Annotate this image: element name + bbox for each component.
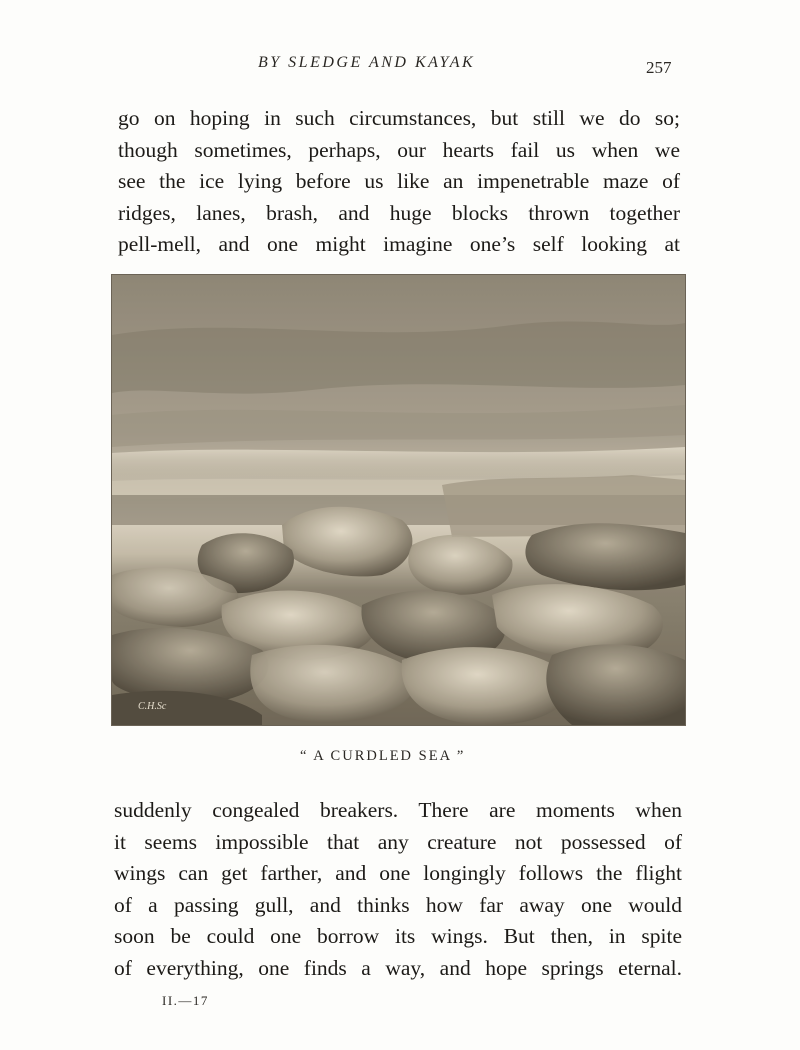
text-line: see the ice lying before us like an impenetrable maze of [118, 169, 680, 194]
plate-caption: “ A CURDLED SEA ” [300, 748, 466, 764]
text-line: wings can get farther, and one longingly follows the flight [114, 861, 682, 886]
text-line: of everything, one finds a way, and hope springs eternal. [114, 955, 682, 980]
text-line: ridges, lanes, brash, and huge blocks thrown together [118, 200, 680, 225]
printer-signature-mark: II.—17 [162, 993, 209, 1008]
engraver-mark: C.H.Sc [138, 701, 167, 712]
text-line: soon be could one borrow its wings. But then, in spite [114, 924, 682, 949]
photo-plate-ice-sea [111, 274, 686, 726]
bottom-paragraph [114, 795, 682, 985]
page-number: 257 [646, 58, 672, 77]
top-paragraph [118, 103, 680, 261]
text-line: go on hoping in such circumstances, but still we do so; [118, 106, 680, 130]
text-line: pell-mell, and one might imagine one’s self looking at [118, 232, 680, 257]
ice-seascape-illustration [112, 275, 685, 725]
running-head-title: BY SLEDGE AND KAYAK [258, 54, 476, 71]
text-line: though sometimes, perhaps, our hearts fail us when we [118, 137, 680, 162]
text-line: suddenly congealed breakers. There are moments when [114, 798, 682, 822]
text-line: it seems impossible that any creature not possessed of [114, 829, 682, 854]
text-line: of a passing gull, and thinks how far away one would [114, 892, 682, 917]
